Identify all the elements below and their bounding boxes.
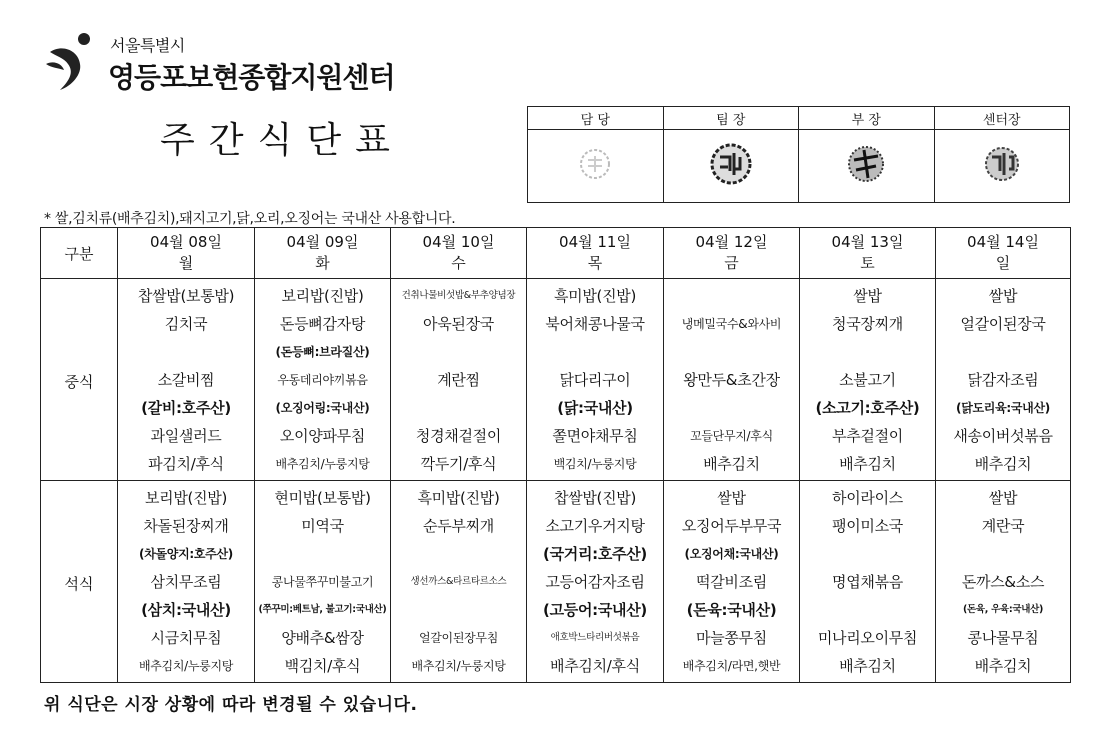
menu-cell [664,481,800,683]
menu-item: 우동데리야끼볶음 [277,373,368,387]
menu-item: (돈육:국내산) [686,601,777,619]
menu-item [801,338,934,366]
menu-item [665,282,798,310]
menu-item: 돈까스&소스 [961,573,1045,591]
menu-item: 보리밥(진밥) [144,489,228,507]
menu-cell [664,279,800,481]
approval-label: 부 장 [799,107,935,130]
day-date: 04월 13일 [831,233,904,251]
menu-item [392,596,525,624]
approval-box [527,106,1070,203]
footer-notice: 위 식단은 시장 상황에 따라 변경될 수 있습니다. [44,695,418,715]
menu-item: 배추김치 [839,455,896,473]
menu-item: 찹쌀밥(진밥) [553,489,637,507]
menu-item [392,394,525,422]
menu-item [528,338,662,366]
corner-label: 구분 [41,228,118,279]
menu-item: 얼갈이된장국 [960,315,1046,333]
menu-item: 백김치/후식 [284,657,361,675]
menu-item: (닭:국내산) [557,399,633,417]
menu-cell [527,481,664,683]
menu-item: 배추김치 [839,657,896,675]
menu-item: 계란찜 [437,371,480,389]
menu-item: (닭도리육:국내산) [956,401,1050,415]
approval-stamp-cell [934,130,1070,203]
menu-item: 오이양파무침 [279,427,366,445]
menu-item: 아욱된장국 [423,315,494,333]
menu-item: 시금치무침 [150,629,222,647]
day-header [800,228,936,279]
menu-item [119,338,253,366]
menu-item: 새송이버섯볶음 [953,427,1053,445]
menu-item [256,540,389,568]
menu-item: (차돌양지:호주산) [139,547,233,561]
menu-item: 애호박느타리버섯볶음 [550,632,640,643]
menu-item: 콩나물쭈꾸미불고기 [271,575,374,589]
meal-label-dinner: 석식 [41,481,118,683]
menu-item: 쌀밥 [717,489,746,507]
menu-item: 돈등뼈감자탕 [279,315,366,333]
menu-item: 배추김치 [703,455,760,473]
menu-item: 명엽채볶음 [832,573,903,591]
menu-cell [936,481,1071,683]
menu-item: 미역국 [301,517,344,535]
org-name: 영등포보현종합지원센터 [108,61,395,94]
menu-item: 팽이미소국 [832,517,903,535]
center-logo-icon [44,30,104,92]
page-title: 주간식단표 [160,120,404,161]
menu-item: 소갈비찜 [157,371,215,389]
menu-item: 하이라이스 [832,489,903,507]
day-date: 04월 14일 [967,233,1039,251]
menu-item: 배추김치 [974,657,1032,675]
menu-item: (고등어:국내산) [543,601,647,619]
menu-item: 생선까스&타르타르소스 [410,576,507,587]
menu-item: 배추김치/라면,햇반 [682,659,781,673]
menu-item: (삼치:국내산) [141,601,231,619]
approval-label: 팀 장 [663,107,799,130]
menu-item: 고등어감자조림 [545,573,645,591]
menu-item: 보리밥(진밥) [281,287,364,305]
menu-item: 건취나물비섯밥&부추양념장 [401,290,516,301]
menu-item: 순두부찌개 [423,517,494,535]
menu-item: (돈등뼈:브라질산) [275,345,370,359]
seal-stamp-icon [842,140,890,188]
menu-cell [527,279,664,481]
menu-item: 쌀밥 [853,287,882,305]
menu-item: 청국장찌개 [832,315,903,333]
weekly-menu-table [40,227,1071,683]
menu-cell [255,481,391,683]
menu-cell [255,279,391,481]
menu-item: (돈육, 우육:국내산) [962,604,1044,615]
menu-item [392,540,525,568]
menu-item: 청경채겉절이 [415,427,502,445]
seal-stamp-icon [706,139,756,189]
menu-cell [936,279,1071,481]
menu-item: 배추김치/누룽지탕 [275,457,370,471]
menu-cell [118,279,255,481]
origin-note: * 쌀,김치류(배추김치),돼지고기,닭,오리,오징어는 국내산 사용합니다. [44,211,456,227]
menu-item: (쭈꾸미:베트남, 불고기:국내산) [258,604,387,615]
day-date: 04월 08일 [150,233,222,251]
day-of-week: 일 [995,254,1011,272]
approval-stamp-cell [799,130,935,203]
approval-label: 담 당 [528,107,664,130]
menu-cell [391,481,527,683]
menu-item [937,338,1069,366]
meal-label-lunch: 중식 [41,279,118,481]
menu-item: 차돌된장찌개 [143,517,229,535]
day-header [527,228,664,279]
menu-item: 꼬들단무지/후식 [690,429,773,443]
menu-item: 소고기우거지탕 [545,517,645,535]
menu-item: 백김치/누룽지탕 [553,457,637,471]
dinner-row [41,481,1071,683]
menu-item: 북어채콩나물국 [545,315,645,333]
menu-item: 김치국 [164,315,208,333]
menu-item [665,394,798,422]
menu-item: 쌀밥 [988,489,1018,507]
menu-item: 닭감자조림 [967,371,1039,389]
menu-item: 소불고기 [839,371,896,389]
day-header [118,228,255,279]
day-of-week: 화 [315,254,330,272]
org-sub: 서울특별시 [110,36,185,55]
menu-item: (오징어채:국내산) [684,547,779,561]
day-of-week: 금 [724,254,739,272]
menu-cell [800,279,936,481]
menu-cell [391,279,527,481]
menu-item: 흑미밥(진밥) [417,489,500,507]
menu-item [801,540,934,568]
approval-stamp-cell [528,130,664,203]
menu-item: 배추김치 [974,455,1032,473]
menu-item: 쌀밥 [988,287,1018,305]
seal-stamp-icon [575,144,615,184]
menu-item: 계란국 [981,517,1025,535]
menu-item: 마늘쫑무침 [696,629,767,647]
menu-item [665,338,798,366]
menu-item [801,596,934,624]
menu-item: 떡갈비조림 [696,573,767,591]
menu-item [937,540,1069,568]
menu-item: 닭다리구이 [559,371,631,389]
day-header [391,228,527,279]
approval-label: 센터장 [934,107,1070,130]
day-date: 04월 10일 [422,233,495,251]
day-header [664,228,800,279]
menu-item: 흑미밥(진밥) [553,287,637,305]
menu-item: 미나리오이무침 [817,629,918,647]
menu-item: 배추김치/누룽지탕 [411,659,506,673]
menu-item: 부추겉절이 [832,427,903,445]
menu-item: 현미밥(보통밥) [274,489,371,507]
menu-item: 찹쌀밥(보통밥) [137,287,235,305]
menu-item: 파김치/후식 [148,455,224,473]
menu-cell [118,481,255,683]
menu-item: (소고기:호주산) [815,399,920,417]
day-of-week: 목 [587,254,603,272]
menu-item: 콩나물무침 [967,629,1039,647]
day-of-week: 토 [860,254,875,272]
day-of-week: 월 [178,254,194,272]
menu-item: 배추김치/누룽지탕 [138,659,234,673]
menu-item: (국거리:호주산) [543,545,647,563]
menu-item: (오징어링:국내산) [275,401,370,415]
day-date: 04월 09일 [286,233,359,251]
menu-item: 깍두기/후식 [420,455,497,473]
day-header [255,228,391,279]
menu-item: 쫄면야채무침 [552,427,638,445]
seal-stamp-icon [979,141,1025,187]
menu-item: 냉메밀국수&와사비 [681,317,782,331]
menu-item: 양배추&쌈장 [281,629,364,647]
day-date: 04월 12일 [695,233,768,251]
approval-stamp-cell [663,130,799,203]
menu-item: 얼갈이된장무침 [418,631,499,645]
menu-item: (갈비:호주산) [141,399,231,417]
day-of-week: 수 [451,254,466,272]
menu-item: 삼치무조림 [150,573,222,591]
menu-item: 배추김치/후식 [550,657,640,675]
day-date: 04월 11일 [559,233,631,251]
menu-item [392,338,525,366]
day-header [936,228,1071,279]
menu-cell [800,481,936,683]
menu-item: 오징어두부무국 [681,517,782,535]
lunch-row [41,279,1071,481]
menu-item: 왕만두&초간장 [683,371,780,389]
menu-item: 과일샐러드 [150,427,222,445]
